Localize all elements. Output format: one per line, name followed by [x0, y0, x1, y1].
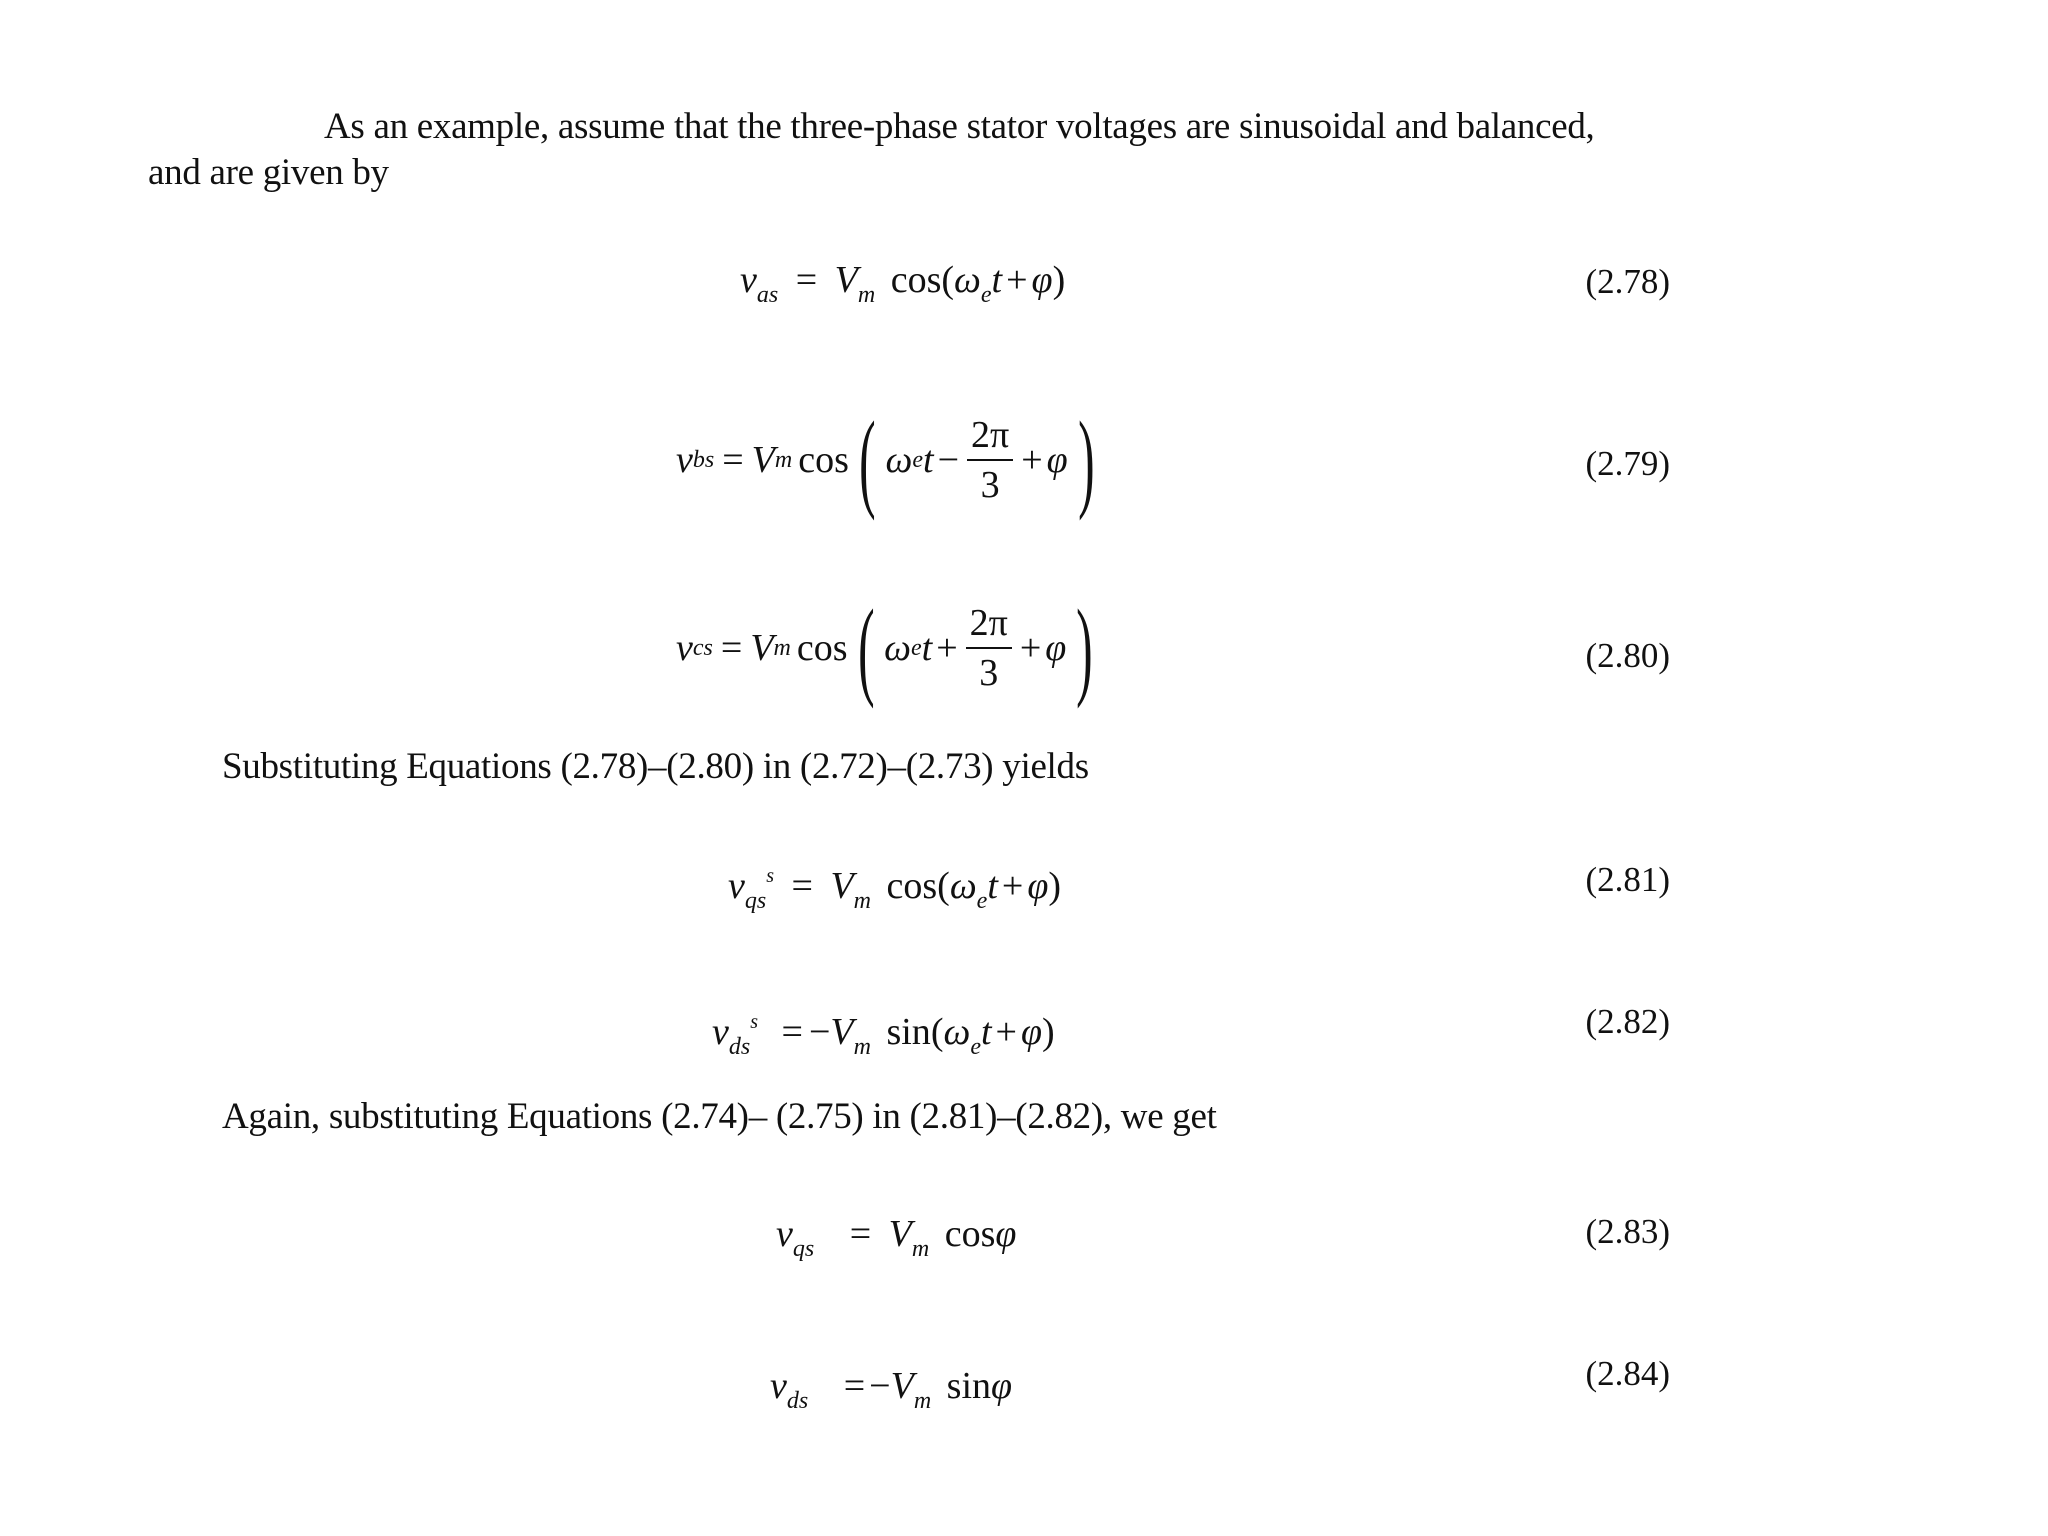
- equation-number-2-79: (2.79): [1585, 444, 1670, 483]
- equation-number-2-84: (2.84): [1585, 1354, 1670, 1393]
- equation-number-2-82: (2.82): [1585, 1002, 1670, 1041]
- equation-2-82: $v_{ds}^s = -V_m$ $\sin(\omega_et + \varphi)$: [712, 1011, 1055, 1060]
- equation-2-78: $v_{as} = V_m$ $\cos(\omega_et + \varphi)$: [740, 259, 1066, 308]
- intro-line-2: and are given by: [148, 152, 389, 193]
- intro-line-1: As an example, assume that the three-phase stator voltages are sinusoidal and balanced,: [324, 106, 1595, 147]
- equation-number-2-83: (2.83): [1585, 1212, 1670, 1251]
- fraction-2pi-over-3: $\frac{2\pi}{3}$: [966, 601, 1012, 695]
- equation-2-79: v bs = V m cos ( ω e t − $\frac{2\pi}{3}$ + φ ): [676, 399, 1095, 521]
- equation-number-2-78: (2.78): [1585, 262, 1670, 301]
- equation-number-2-81: (2.81): [1585, 860, 1670, 899]
- equation-2-83: $v_{qs} = V_m$ cosφ: [776, 1213, 1017, 1262]
- equation-2-80: v cs = V m cos ( ω e t + $\frac{2\pi}{3}$ + φ ): [676, 587, 1093, 709]
- intro-paragraph: [148, 104, 1656, 196]
- substituting-paragraph-2: Again, substituting Equations (2.74)– (2.75) in (2.81)–(2.82), we get: [222, 1096, 1217, 1137]
- equation-number-2-80: (2.80): [1585, 636, 1670, 675]
- fraction-2pi-over-3: $\frac{2\pi}{3}$: [967, 413, 1013, 507]
- equation-2-81: $v_{qs}^s = V_m$ $\cos(\omega_et + \varphi)$: [728, 865, 1062, 914]
- substituting-paragraph-1: Substituting Equations (2.78)–(2.80) in (2.72)–(2.73) yields: [222, 746, 1089, 787]
- equation-2-84: $v_{ds} = -V_m$ sinφ: [770, 1365, 1013, 1414]
